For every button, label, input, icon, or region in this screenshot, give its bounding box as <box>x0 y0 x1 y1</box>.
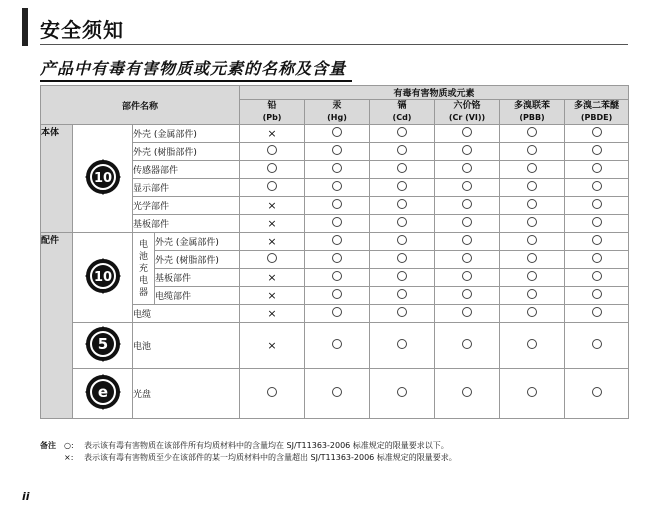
mark-cell <box>500 323 565 369</box>
mark-cell <box>500 125 565 143</box>
mark-cell <box>500 215 565 233</box>
substance-name: 铅 <box>267 101 277 111</box>
part-name: 外壳 (金属部件) <box>133 125 240 143</box>
circle-mark-icon <box>397 289 407 299</box>
circle-mark-icon <box>592 217 602 227</box>
mark-cell <box>565 233 629 251</box>
circle-mark-icon <box>332 307 342 317</box>
circle-mark-icon <box>332 181 342 191</box>
icon-cell <box>73 125 133 233</box>
mark-cell <box>305 233 370 251</box>
cross-mark: × <box>267 271 277 284</box>
charger-label-char: 器 <box>138 287 148 298</box>
circle-mark-icon <box>332 163 342 173</box>
part-name: 电缆 <box>133 305 240 323</box>
circle-mark-icon <box>527 307 537 317</box>
substance-header-6 <box>565 100 629 125</box>
table-row <box>41 233 629 251</box>
svg-text:10: 10 <box>93 270 112 285</box>
mark-cell <box>435 197 500 215</box>
circle-mark-icon <box>592 339 602 349</box>
substance-name: 多溴二苯醚 <box>574 101 620 111</box>
icon-cell <box>73 323 133 369</box>
substance-symbol: (PBB) <box>519 113 545 122</box>
epup-10-icon <box>83 256 123 296</box>
mark-cell <box>240 197 305 215</box>
circle-mark-icon <box>462 271 472 281</box>
mark-cell <box>370 233 435 251</box>
circle-mark-icon <box>592 145 602 155</box>
subtitle-underline <box>40 80 352 82</box>
circle-mark-icon <box>592 307 602 317</box>
mark-cell <box>305 323 370 369</box>
section-subtitle: 产品中有毒有害物质或元素的名称及含量 <box>40 59 347 78</box>
substance-name: 六价铬 <box>453 101 481 111</box>
circle-mark-icon <box>527 253 537 263</box>
mark-cell <box>370 197 435 215</box>
circle-mark-icon <box>397 163 407 173</box>
part-name: 外壳 (树脂部件) <box>155 251 240 269</box>
circle-mark-icon <box>592 253 602 263</box>
circle-mark-icon <box>397 145 407 155</box>
table-row <box>41 323 629 369</box>
charger-label-char: 电 <box>138 239 148 250</box>
mark-cell <box>240 161 305 179</box>
epup-10-icon <box>83 157 123 197</box>
circle-mark-icon <box>592 387 602 397</box>
circle-mark-icon <box>332 217 342 227</box>
part-name: 外壳 (金属部件) <box>155 233 240 251</box>
mark-cell <box>370 125 435 143</box>
mark-cell <box>565 323 629 369</box>
circle-mark-icon <box>462 339 472 349</box>
circle-mark-icon <box>592 271 602 281</box>
charger-label-char: 池 <box>138 251 148 262</box>
circle-mark-icon <box>397 127 407 137</box>
mark-cell <box>305 369 370 419</box>
substance-symbol: (Hg) <box>327 113 347 122</box>
substance-header-4 <box>435 100 500 125</box>
mark-cell <box>435 269 500 287</box>
mark-cell <box>370 143 435 161</box>
mark-cell <box>500 269 565 287</box>
cross-mark: × <box>267 289 277 302</box>
circle-mark-icon <box>267 145 277 155</box>
substance-symbol: (Cd) <box>392 113 412 122</box>
svg-text:5: 5 <box>97 335 108 353</box>
mark-cell <box>305 161 370 179</box>
circle-mark-icon <box>462 289 472 299</box>
mark-cell <box>370 287 435 305</box>
circle-mark-icon <box>332 145 342 155</box>
circle-mark-icon <box>332 339 342 349</box>
mark-cell <box>240 143 305 161</box>
circle-mark-icon <box>397 339 407 349</box>
circle-mark-icon <box>592 235 602 245</box>
mark-cell <box>435 215 500 233</box>
mark-cell <box>305 287 370 305</box>
mark-cell <box>240 305 305 323</box>
mark-cell <box>565 305 629 323</box>
circle-mark-icon <box>332 253 342 263</box>
circle-mark-icon <box>527 127 537 137</box>
mark-cell <box>435 287 500 305</box>
circle-mark-icon <box>527 289 537 299</box>
circle-mark-icon <box>527 217 537 227</box>
mark-cell <box>370 251 435 269</box>
note-item: ○: 表示该有毒有害物质在该部件所有均质材料中的含量均在 SJ/T11363-2006 标准规定的限量要求以下。 <box>64 441 449 450</box>
substance-name: 多溴联苯 <box>514 101 551 111</box>
circle-mark-icon <box>267 387 277 397</box>
mark-cell <box>500 251 565 269</box>
part-name: 外壳 (树脂部件) <box>133 143 240 161</box>
substance-name: 汞 <box>332 101 342 111</box>
table-row <box>41 125 629 143</box>
mark-cell <box>435 179 500 197</box>
part-name: 电池 <box>133 323 240 369</box>
cross-mark: × <box>267 199 277 212</box>
mark-cell <box>435 161 500 179</box>
charger-label-char: 充 <box>138 263 148 274</box>
substance-header-3 <box>370 100 435 125</box>
circle-mark-icon <box>592 181 602 191</box>
mark-cell <box>305 125 370 143</box>
circle-mark-icon <box>527 181 537 191</box>
notes-label: 备注 <box>40 441 56 450</box>
table-row <box>41 369 629 419</box>
mark-cell <box>565 179 629 197</box>
mark-cell <box>500 233 565 251</box>
circle-mark-icon <box>462 387 472 397</box>
substance-symbol: (PBDE) <box>580 113 613 122</box>
mark-cell <box>565 125 629 143</box>
mark-cell <box>305 251 370 269</box>
mark-cell <box>500 369 565 419</box>
circle-mark-icon <box>462 235 472 245</box>
part-name: 光学部件 <box>133 197 240 215</box>
cross-mark: × <box>267 127 277 140</box>
part-name: 光盘 <box>133 369 240 419</box>
circle-mark-icon <box>462 127 472 137</box>
circle-mark-icon <box>397 387 407 397</box>
mark-cell <box>565 197 629 215</box>
mark-cell <box>565 287 629 305</box>
circle-mark-icon <box>332 127 342 137</box>
mark-cell <box>240 251 305 269</box>
circle-mark-icon <box>527 163 537 173</box>
circle-mark-icon <box>267 181 277 191</box>
circle-mark-icon <box>592 289 602 299</box>
mark-cell <box>500 143 565 161</box>
mark-cell <box>370 323 435 369</box>
note-item: ×: 表示该有毒有害物质至少在该部件的某一均质材料中的含量超出 SJ/T11363-2006 标准规定的限量要求。 <box>64 453 457 462</box>
mark-cell <box>565 369 629 419</box>
mark-cell <box>370 215 435 233</box>
mark-cell <box>565 269 629 287</box>
mark-cell <box>565 215 629 233</box>
circle-mark-icon <box>527 339 537 349</box>
mark-cell <box>370 179 435 197</box>
mark-cell <box>240 125 305 143</box>
mark-cell <box>370 369 435 419</box>
mark-cell <box>370 305 435 323</box>
part-name-header: 部件名称 <box>41 86 240 125</box>
mark-cell <box>565 251 629 269</box>
page-title: 安全须知 <box>40 18 124 42</box>
mark-cell <box>500 179 565 197</box>
mark-cell <box>305 197 370 215</box>
circle-mark-icon <box>397 253 407 263</box>
mark-cell <box>305 215 370 233</box>
mark-cell <box>500 161 565 179</box>
substance-header-5 <box>500 100 565 125</box>
substance-symbol: (Pb) <box>262 113 282 122</box>
circle-mark-icon <box>267 253 277 263</box>
category-accessory: 配件 <box>41 233 73 419</box>
mark-cell <box>370 161 435 179</box>
mark-cell <box>435 125 500 143</box>
mark-cell <box>435 251 500 269</box>
substance-header-2 <box>305 100 370 125</box>
icon-cell <box>73 233 133 323</box>
mark-cell <box>240 233 305 251</box>
mark-cell <box>435 369 500 419</box>
mark-cell <box>500 197 565 215</box>
mark-cell <box>435 305 500 323</box>
part-name: 基板部件 <box>133 215 240 233</box>
hazardous-substances-table <box>40 85 629 419</box>
circle-mark-icon <box>397 217 407 227</box>
mark-cell <box>240 369 305 419</box>
mark-cell <box>565 143 629 161</box>
circle-mark-icon <box>592 199 602 209</box>
cross-mark: × <box>267 307 277 320</box>
circle-mark-icon <box>462 163 472 173</box>
mark-cell <box>305 269 370 287</box>
cross-mark: × <box>267 235 277 248</box>
circle-mark-icon <box>592 163 602 173</box>
circle-mark-icon <box>527 145 537 155</box>
title-accent-bar <box>22 8 28 46</box>
mark-cell <box>435 233 500 251</box>
mark-cell <box>240 179 305 197</box>
circle-mark-icon <box>332 387 342 397</box>
part-name: 电缆部件 <box>155 287 240 305</box>
circle-mark-icon <box>527 387 537 397</box>
circle-mark-icon <box>462 181 472 191</box>
cross-mark: × <box>267 339 277 352</box>
mark-cell <box>565 161 629 179</box>
category-body: 本体 <box>41 125 73 233</box>
mark-cell <box>370 269 435 287</box>
circle-mark-icon <box>397 271 407 281</box>
circle-mark-icon <box>592 127 602 137</box>
circle-mark-icon <box>397 199 407 209</box>
epup-e-icon <box>83 372 123 412</box>
circle-mark-icon <box>397 181 407 191</box>
part-name: 传感器部件 <box>133 161 240 179</box>
mark-cell <box>240 215 305 233</box>
circle-mark-icon <box>332 289 342 299</box>
circle-mark-icon <box>527 199 537 209</box>
mark-cell <box>305 305 370 323</box>
circle-mark-icon <box>397 307 407 317</box>
svg-text:e: e <box>97 383 108 401</box>
mark-cell <box>240 323 305 369</box>
mark-cell <box>435 323 500 369</box>
circle-mark-icon <box>462 307 472 317</box>
notes-section <box>40 440 457 464</box>
epup-5-icon <box>83 324 123 364</box>
substance-header-1 <box>240 100 305 125</box>
mark-cell <box>435 143 500 161</box>
mark-cell <box>305 179 370 197</box>
mark-cell <box>500 305 565 323</box>
charger-label <box>133 233 155 305</box>
circle-mark-icon <box>332 235 342 245</box>
circle-mark-icon <box>527 235 537 245</box>
mark-cell <box>500 287 565 305</box>
circle-mark-icon <box>397 235 407 245</box>
circle-mark-icon <box>527 271 537 281</box>
circle-mark-icon <box>267 163 277 173</box>
circle-mark-icon <box>332 199 342 209</box>
mark-cell <box>240 287 305 305</box>
charger-label-char: 电 <box>138 275 148 286</box>
svg-text:10: 10 <box>93 171 112 186</box>
mark-cell <box>240 269 305 287</box>
circle-mark-icon <box>462 145 472 155</box>
part-name: 显示部件 <box>133 179 240 197</box>
circle-mark-icon <box>462 217 472 227</box>
part-name: 基板部件 <box>155 269 240 287</box>
mark-cell <box>305 143 370 161</box>
substances-header: 有毒有害物质或元素 <box>240 86 629 100</box>
circle-mark-icon <box>462 253 472 263</box>
substance-name: 镉 <box>397 101 407 111</box>
cross-mark: × <box>267 217 277 230</box>
icon-cell <box>73 369 133 419</box>
substance-symbol: (Cr (VI)) <box>448 113 486 122</box>
title-rule <box>40 44 628 45</box>
page-number: ii <box>22 490 30 503</box>
circle-mark-icon <box>332 271 342 281</box>
circle-mark-icon <box>462 199 472 209</box>
